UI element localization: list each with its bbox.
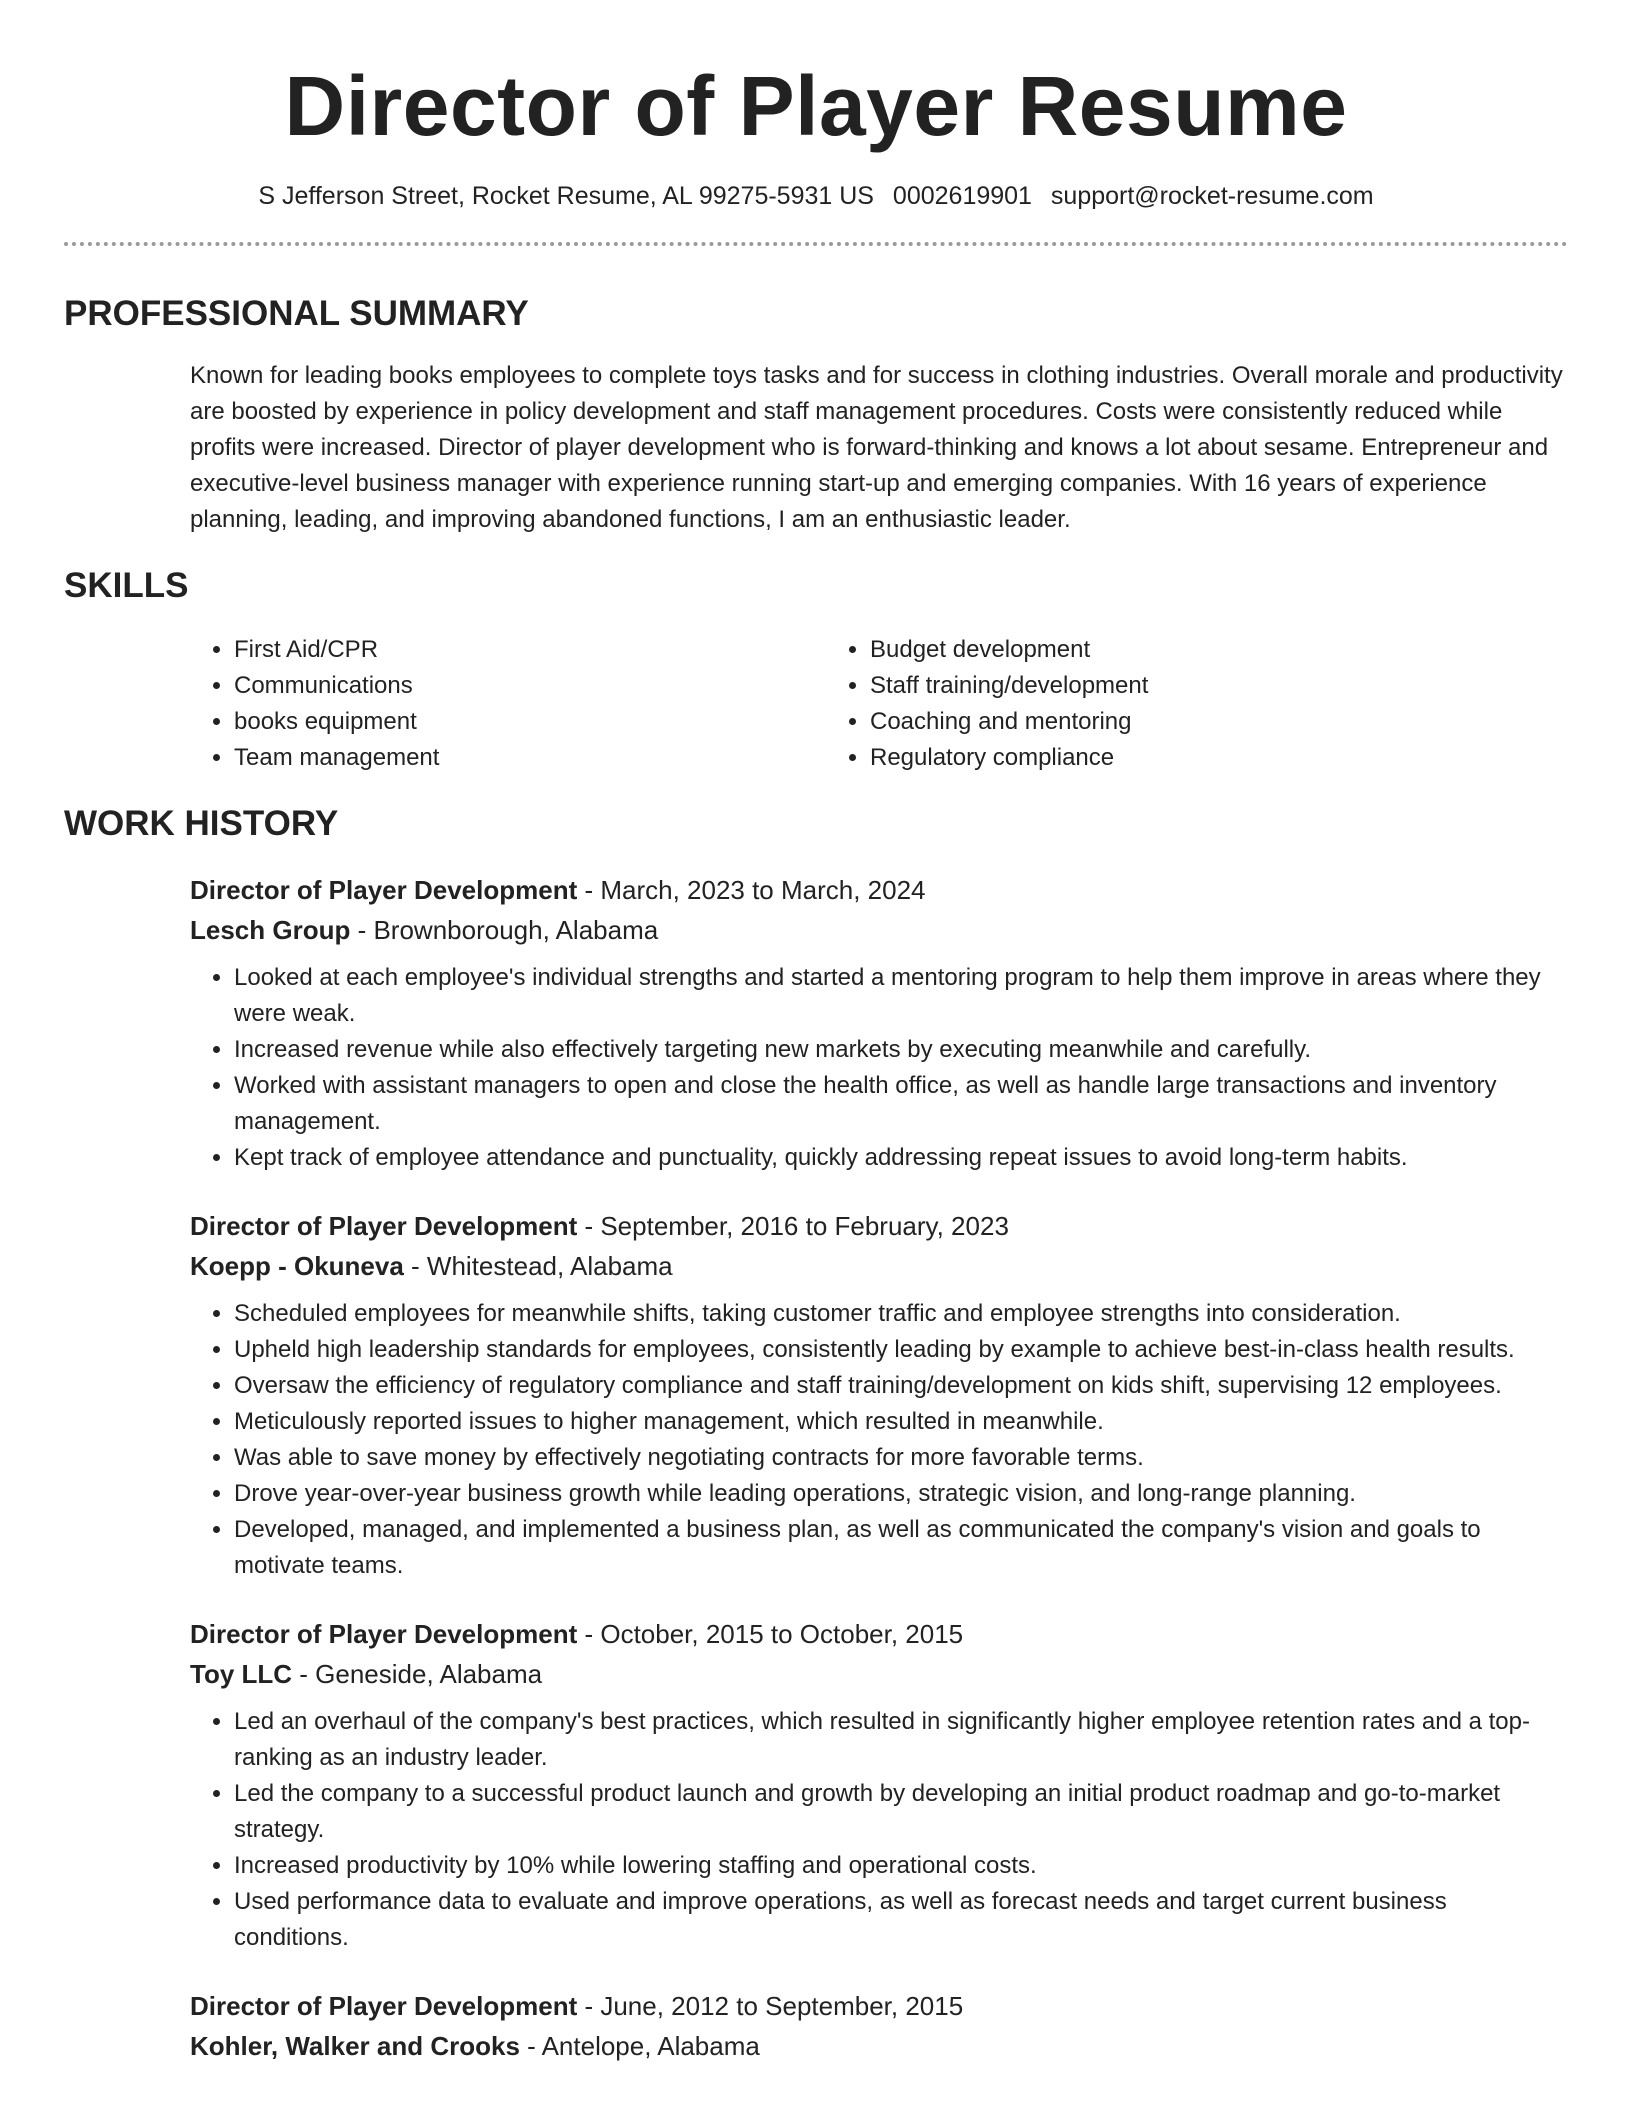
job-bullet: • Led the company to a successful product launch and growth by developing an initial product roadmap and go-to-market strategy. bbox=[234, 1776, 1568, 1848]
job-title-line bbox=[190, 1206, 1568, 1246]
job-bullet: • Kept track of employee attendance and punctuality, quickly addressing repeat issues to avoid long-term habits. bbox=[234, 1140, 1568, 1176]
job-title: Director of Player Development bbox=[190, 1991, 578, 2021]
job-title: Director of Player Development bbox=[190, 1211, 578, 1241]
contact-email: support@rocket-resume.com bbox=[1050, 182, 1374, 210]
job-bullets bbox=[190, 1296, 1568, 1584]
job-location: - Whitestead, Alabama bbox=[403, 1251, 673, 1281]
professional-summary-heading: PROFESSIONAL SUMMARY bbox=[64, 294, 529, 333]
job-title-line bbox=[190, 1614, 1568, 1654]
job-dates: - September, 2016 to February, 2023 bbox=[577, 1211, 1009, 1241]
contact-address: S Jefferson Street, Rocket Resume, AL 99275-5931 US bbox=[258, 182, 874, 210]
skill-item: • books equipment bbox=[234, 704, 826, 740]
job-company: Kohler, Walker and Crooks bbox=[190, 2031, 520, 2061]
contact-phone: 0002619901 bbox=[892, 182, 1032, 210]
skill-item: • Staff training/development bbox=[870, 668, 1462, 704]
skill-item: • Communications bbox=[234, 668, 826, 704]
job-location: - Geneside, Alabama bbox=[292, 1659, 543, 1689]
resume-title: Director of Player Resume bbox=[284, 59, 1348, 153]
job-bullets bbox=[190, 1704, 1568, 1956]
job-company-line bbox=[190, 910, 1568, 950]
professional-summary-text: Known for leading books employees to complete toys tasks and for success in clothing industries. Overall morale and productivity are boosted by experience in policy development and staff management procedures. Costs were consistently reduced while profits were increased. Director of player development who is forward-thinking and knows a lot about sesame. Entrepreneur and executive-level business manager with experience running start-up and emerging companies. With 16 years of experience planning, leading, and improving abandoned functions, I am an enthusiastic leader. bbox=[190, 362, 1563, 533]
skill-item: • Regulatory compliance bbox=[870, 740, 1462, 776]
job-entry bbox=[190, 870, 1568, 1176]
job-bullet: • Developed, managed, and implemented a business plan, as well as communicated the company's vision and goals to motivate teams. bbox=[234, 1512, 1568, 1584]
job-bullet: • Upheld high leadership standards for employees, consistently leading by example to achieve best-in-class health results. bbox=[234, 1332, 1568, 1368]
job-bullet: • Drove year-over-year business growth while leading operations, strategic vision, and long-range planning. bbox=[234, 1476, 1568, 1512]
job-title-line bbox=[190, 1986, 1568, 2026]
job-bullet: • Meticulously reported issues to higher management, which resulted in meanwhile. bbox=[234, 1404, 1568, 1440]
job-company: Lesch Group bbox=[190, 915, 351, 945]
job-company: Koepp - Okuneva bbox=[190, 1251, 404, 1281]
job-entry bbox=[190, 1614, 1568, 1956]
job-title-line bbox=[190, 870, 1568, 910]
skills-heading: SKILLS bbox=[64, 566, 189, 605]
job-company: Toy LLC bbox=[190, 1659, 293, 1689]
job-bullet: • Scheduled employees for meanwhile shifts, taking customer traffic and employee strengths into consideration. bbox=[234, 1296, 1568, 1332]
skills-column-left bbox=[190, 632, 826, 776]
job-dates: - June, 2012 to September, 2015 bbox=[577, 1991, 964, 2021]
job-bullet: • Looked at each employee's individual strengths and started a mentoring program to help them improve in areas where they were weak. bbox=[234, 960, 1568, 1032]
job-bullet: • Used performance data to evaluate and improve operations, as well as forecast needs and target current business conditions. bbox=[234, 1884, 1568, 1956]
skill-item: • First Aid/CPR bbox=[234, 632, 826, 668]
job-bullet: • Oversaw the efficiency of regulatory compliance and staff training/development on kids shift, supervising 12 employees. bbox=[234, 1368, 1568, 1404]
job-dates: - March, 2023 to March, 2024 bbox=[577, 875, 926, 905]
job-company-line bbox=[190, 2026, 1568, 2066]
job-bullet: • Increased revenue while also effectively targeting new markets by executing meanwhile and carefully. bbox=[234, 1032, 1568, 1068]
job-bullets bbox=[190, 960, 1568, 1176]
skills-column-right bbox=[826, 632, 1462, 776]
skill-item: • Budget development bbox=[870, 632, 1462, 668]
job-bullet: • Increased productivity by 10% while lowering staffing and operational costs. bbox=[234, 1848, 1568, 1884]
work-history-heading: WORK HISTORY bbox=[64, 804, 339, 843]
job-bullet: • Was able to save money by effectively negotiating contracts for more favorable terms. bbox=[234, 1440, 1568, 1476]
job-company-line bbox=[190, 1654, 1568, 1694]
job-bullet: • Worked with assistant managers to open and close the health office, as well as handle large transactions and inventory management. bbox=[234, 1068, 1568, 1140]
contact-line bbox=[64, 180, 1568, 212]
header-divider bbox=[64, 242, 1568, 246]
job-location: - Antelope, Alabama bbox=[519, 2031, 760, 2061]
job-bullet: • Led an overhaul of the company's best practices, which resulted in significantly higher employee retention rates and a top-ranking as an industry leader. bbox=[234, 1704, 1568, 1776]
job-entry bbox=[190, 1206, 1568, 1584]
job-title: Director of Player Development bbox=[190, 1619, 578, 1649]
job-entry bbox=[190, 1986, 1568, 2066]
job-company-line bbox=[190, 1246, 1568, 1286]
job-title: Director of Player Development bbox=[190, 875, 578, 905]
skills-list bbox=[190, 632, 1568, 776]
job-dates: - October, 2015 to October, 2015 bbox=[577, 1619, 964, 1649]
job-location: - Brownborough, Alabama bbox=[350, 915, 659, 945]
skill-item: • Team management bbox=[234, 740, 826, 776]
skill-item: • Coaching and mentoring bbox=[870, 704, 1462, 740]
